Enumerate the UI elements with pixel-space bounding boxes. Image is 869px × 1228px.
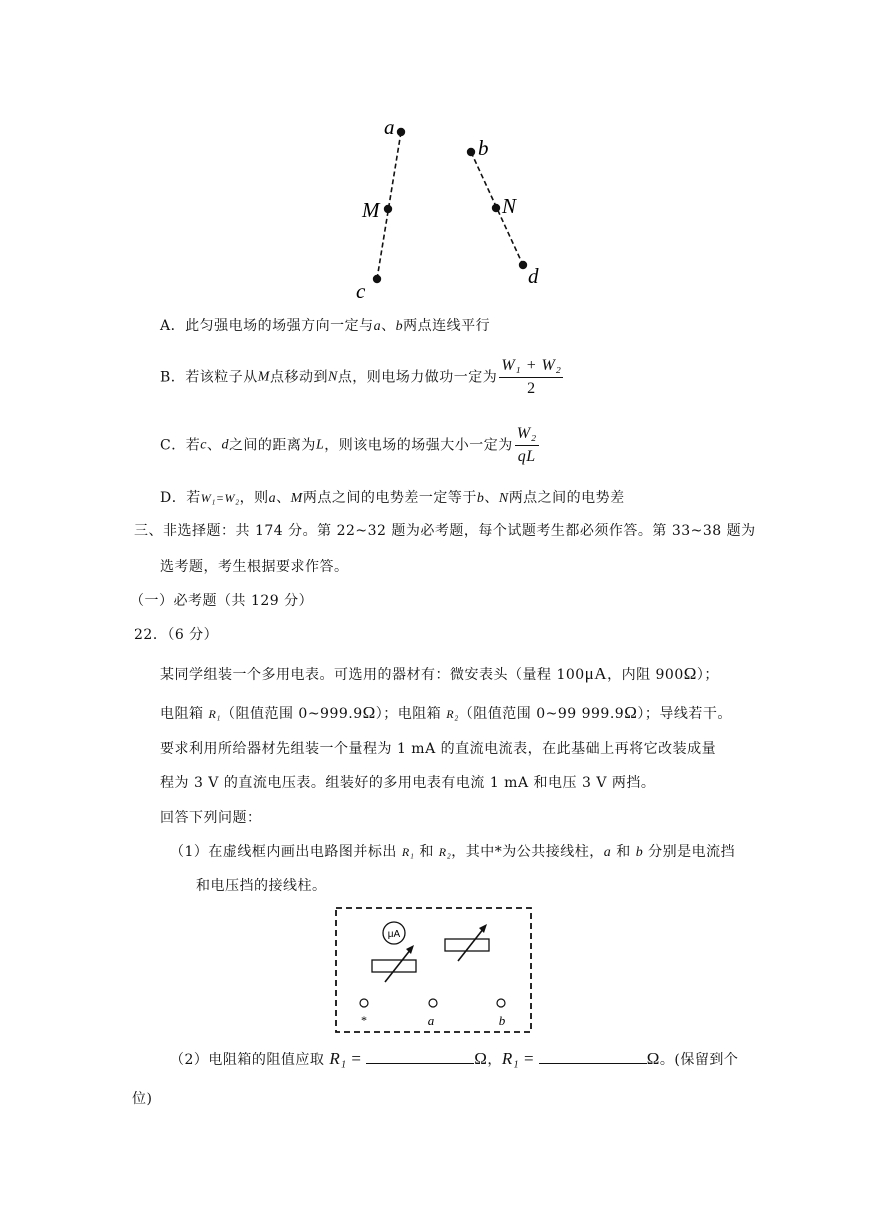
q22-s1d: 和 <box>611 844 636 860</box>
option-b-prefix: B．若该粒子从 <box>160 369 258 386</box>
q22-s2-r1: R₁ <box>329 1049 347 1068</box>
q22-s1e: 分别是电流挡 <box>643 844 736 860</box>
option-b-v2: N <box>327 369 338 385</box>
option-d-v4: N <box>498 491 509 506</box>
option-b-v1: M <box>257 369 270 385</box>
option-c-v1: c <box>200 437 207 453</box>
resistor-box-2-arrow <box>458 928 484 961</box>
terminal-b-label: b <box>498 1013 506 1028</box>
answer-blank-1[interactable] <box>366 1049 474 1064</box>
option-c-fraction <box>515 424 539 467</box>
option-a-sep: 、 <box>381 318 396 334</box>
q22-s2-eq2: = <box>519 1049 539 1068</box>
q22-p2 <box>160 703 732 724</box>
q22-sub2 <box>170 1049 738 1070</box>
option-c-v2: d <box>221 437 229 453</box>
terminal-a <box>429 999 437 1007</box>
option-d-v3: b <box>476 491 485 506</box>
q22-s1b: 和 <box>414 844 439 860</box>
circuit-box <box>334 906 534 1036</box>
option-a <box>160 316 490 337</box>
q22-s2c: 。(保留到个 <box>659 1052 739 1068</box>
q22-p1c: ）； <box>696 667 719 683</box>
q22-p1-ohm: Ω <box>683 664 697 683</box>
label-a: a <box>384 115 395 139</box>
option-d-prefix: D．若 <box>160 490 201 506</box>
option-c-mid: 之间的距离为 <box>228 437 316 454</box>
point-m <box>384 205 392 213</box>
terminal-common <box>360 999 368 1007</box>
option-c <box>160 424 539 467</box>
q22-p4: 程为 3 V 的直流电压表。组装好的多用电表有电流 1 mA 和电压 3 V 两挡。 <box>160 775 656 791</box>
q22-p2-ohm2: Ω <box>624 703 638 722</box>
terminal-a-label: a <box>427 1013 435 1028</box>
q22-s1-r1: R₁ <box>401 845 415 859</box>
option-b-suffix: 点，则电场力做功一定为 <box>337 369 498 386</box>
terminal-b <box>497 999 505 1007</box>
point-c <box>373 275 381 283</box>
q22-s2-comma: ， <box>487 1052 502 1068</box>
q22-header: 22．（6 分） <box>134 627 219 643</box>
option-b-mid: 点移动到 <box>269 369 328 386</box>
point-n <box>492 204 500 212</box>
q22-p5: 回答下列问题： <box>160 810 262 826</box>
option-c-suffix: ，则该电场的场强大小一定为 <box>324 437 513 454</box>
q22-p2-r2: R₂ <box>446 707 459 721</box>
q22-sub1 <box>170 842 735 863</box>
label-c: c <box>356 279 366 303</box>
point-b <box>467 148 475 156</box>
answer-blank-2[interactable] <box>539 1049 647 1064</box>
option-d-cond: W₁=W₂ <box>200 491 240 505</box>
q22-p1a: 某同学组装一个多用电表。可选用的器材有：微安表头（量程 100 <box>160 667 585 683</box>
section3-line1: 三、非选择题：共 174 分。第 22~32 题为必考题，每个试题考生都必须作答。第 33~38 题为 <box>134 523 756 539</box>
microammeter-label: μA <box>387 929 401 940</box>
label-n: N <box>502 194 517 218</box>
q22-s1-r2: R₂ <box>438 845 452 859</box>
option-d-suffix: 两点之间的电势差 <box>508 490 625 506</box>
label-b: b <box>478 136 489 160</box>
q22-p3: 要求利用所给器材先组装一个量程为 1 mA 的直流电流表，在此基础上再将它改装成量 <box>160 741 717 757</box>
section3-subsection: （一）必考题（共 129 分） <box>130 593 314 609</box>
q22-s2-ohm2: Ω <box>646 1049 660 1068</box>
q22-s2a: （2）电阻箱的阻值应取 <box>170 1052 330 1068</box>
q22-p2e: ）；导线若干。 <box>637 706 732 722</box>
option-b-denominator: 2 <box>527 380 536 397</box>
q22-p2-r1: R₁ <box>208 707 221 721</box>
option-d-mid2: 两点之间的电势差一定等于 <box>302 490 477 506</box>
option-c-prefix: C．若 <box>160 437 201 454</box>
q22-s1a: （1）在虚线框内画出电路图并标出 <box>170 844 402 860</box>
option-d-sep1: 、 <box>276 490 291 506</box>
q22-s2-eq: = <box>346 1049 367 1068</box>
option-a-suffix: 两点连线平行 <box>403 318 491 334</box>
option-c-denominator: qL <box>517 448 536 465</box>
field-diagram <box>340 110 560 310</box>
option-a-prefix: A．此匀强电场的场强方向一定与 <box>160 318 374 334</box>
label-d: d <box>528 264 539 288</box>
q22-p1 <box>160 664 719 685</box>
q22-p1-unit: μA <box>584 664 608 683</box>
q22-s2-ohm: Ω <box>474 1049 488 1068</box>
q22-p2b: （阻值范围 0~999.9 <box>220 706 363 722</box>
option-d <box>160 488 625 509</box>
option-c-v3: L <box>315 437 325 453</box>
option-b <box>160 356 563 399</box>
resistor-box-1-arrow <box>385 949 411 982</box>
option-c-sep: 、 <box>206 437 222 454</box>
point-d <box>519 261 527 269</box>
label-m: M <box>362 198 380 222</box>
section3-line2: 选考题，考生根据要求作答。 <box>160 559 349 575</box>
q22-p1b: ，内阻 900 <box>607 667 684 683</box>
option-b-numerator: W₁ + W₂ <box>499 356 563 378</box>
q22-sub1-line2: 和电压挡的接线柱。 <box>196 878 327 894</box>
option-c-numerator: W₂ <box>515 424 539 446</box>
option-d-v2: M <box>290 491 303 506</box>
option-b-fraction <box>499 356 563 399</box>
option-d-mid1: ，则 <box>239 490 269 506</box>
q22-p2a: 电阻箱 <box>160 706 209 722</box>
q22-s1-a: a <box>603 845 612 860</box>
q22-sub2-line2: 位) <box>132 1091 153 1107</box>
option-a-v1: a <box>373 319 382 334</box>
option-d-sep2: 、 <box>484 490 499 506</box>
option-d-v1: a <box>268 491 277 506</box>
q22-p2-ohm1: Ω <box>362 703 376 722</box>
point-a <box>397 128 405 136</box>
q22-p2c: ）；电阻箱 <box>375 706 447 722</box>
terminal-common-label: * <box>361 1013 367 1027</box>
q22-s2-r1b: R₁ <box>501 1049 520 1068</box>
option-a-v2: b <box>395 319 404 334</box>
q22-p2d: （阻值范围 0~99 999.9 <box>458 706 625 722</box>
q22-s1-b: b <box>635 845 644 860</box>
q22-s1c: ，其中*为公共接线柱， <box>451 844 604 860</box>
